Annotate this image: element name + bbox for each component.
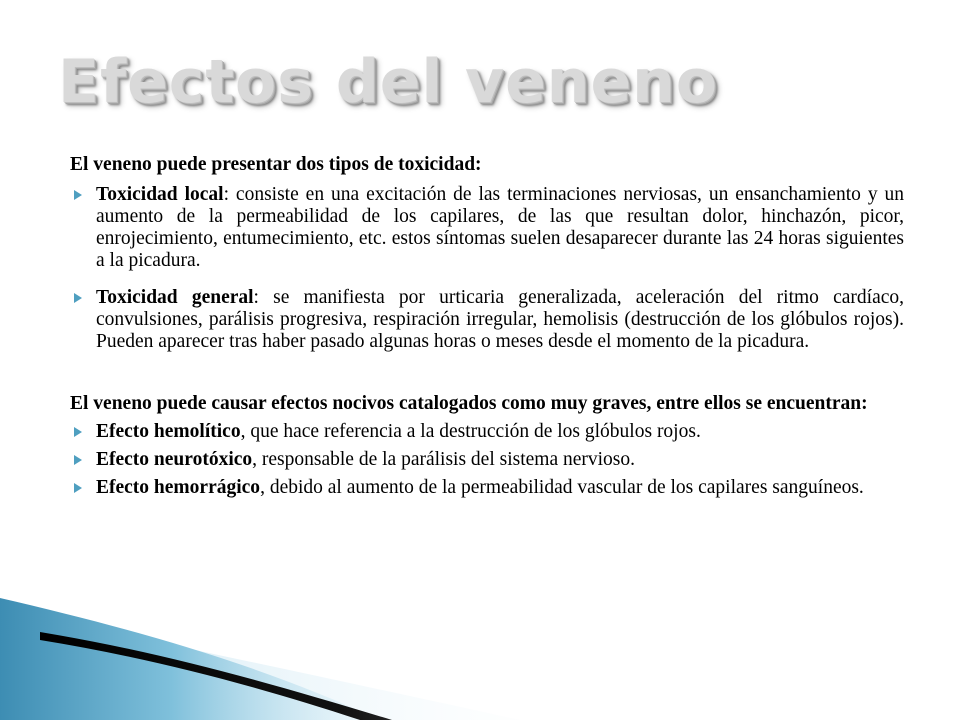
desc-toxicidad-local: : consiste en una excitación de las terminaciones nerviosas, un ensanchamiento y un aumento de la permeabilidad de los capilares, de las que resultan dolor, hinchazón, picor, enrojecimiento, entumecimiento, etc. estos síntomas suelen desaparecer durante las 24 horas siguientes a la picadura. xyxy=(96,184,904,271)
bullet-efecto-neurotoxico xyxy=(70,449,904,471)
term-efecto-neurotoxico: Efecto neurotóxico xyxy=(96,449,253,470)
triangle-bullet-icon xyxy=(74,449,84,471)
section2-intro: El veneno puede causar efectos nocivos catalogados como muy graves, entre ellos se encuentran: xyxy=(70,393,868,414)
bullet-efecto-hemolitico xyxy=(70,421,904,443)
triangle-bullet-icon xyxy=(74,477,84,499)
term-efecto-hemolitico: Efecto hemolítico xyxy=(96,421,241,442)
section1-intro: El veneno puede presentar dos tipos de toxicidad: xyxy=(70,154,482,175)
slide-title: Efectos del veneno xyxy=(58,47,719,117)
desc-efecto-hemorragico: , debido al aumento de la permeabilidad vascular de los capilares sanguíneos. xyxy=(260,477,864,498)
desc-efecto-neurotoxico: , responsable de la parálisis del sistema nervioso. xyxy=(252,449,636,470)
slide-body xyxy=(70,154,904,499)
term-toxicidad-general: Toxicidad general xyxy=(96,287,254,308)
triangle-bullet-icon xyxy=(74,421,84,443)
bullet-toxicidad-general xyxy=(70,287,904,353)
bullet-toxicidad-local xyxy=(70,184,904,272)
term-efecto-hemorragico: Efecto hemorrágico xyxy=(96,477,261,498)
term-toxicidad-local: Toxicidad local xyxy=(96,184,224,205)
desc-efecto-hemolitico: , que hace referencia a la destrucción de los glóbulos rojos. xyxy=(240,421,701,442)
desc-toxicidad-general: : se manifiesta por urticaria generalizada, aceleración del ritmo cardíaco, convulsiones, parálisis progresiva, respiración irregular, hemolisis (destrucción de los glóbulos rojos). Pueden aparecer tras haber pasado algunas horas o meses desde el momento de la picadura. xyxy=(96,287,905,352)
triangle-bullet-icon xyxy=(74,184,84,206)
triangle-bullet-icon xyxy=(74,287,84,309)
bullet-efecto-hemorragico xyxy=(70,477,904,499)
